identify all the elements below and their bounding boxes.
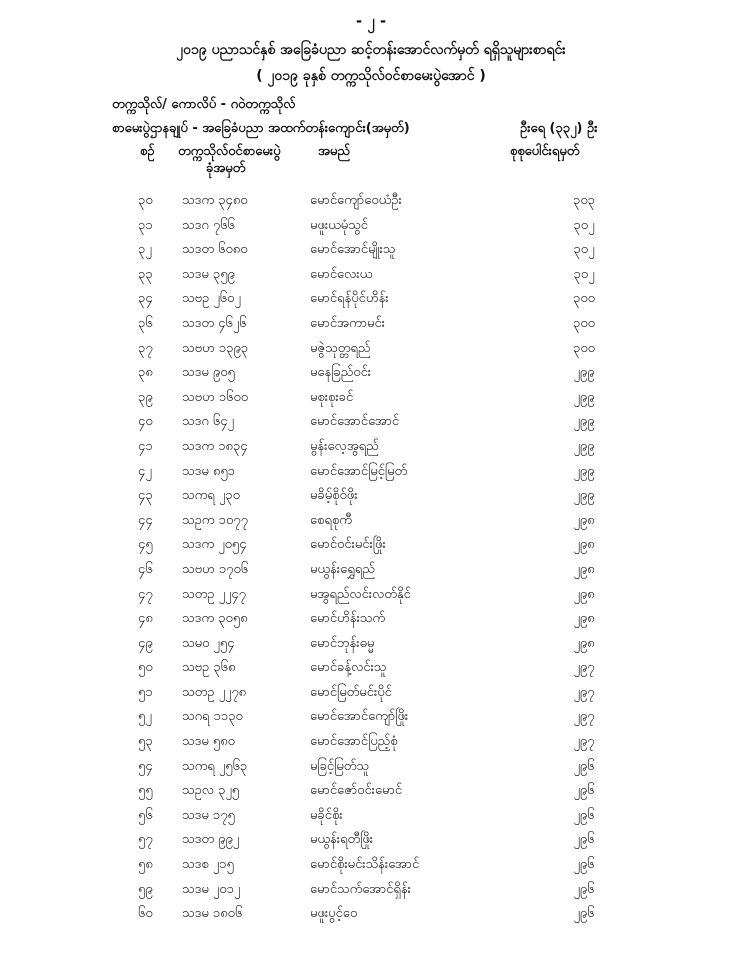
total-marks: ၂၉၆ — [573, 807, 595, 823]
total-marks: ၂၉၉ — [573, 463, 595, 479]
document-subtitle: ( ၂၀၁၉ ခုနှစ် တက္ကသိုလ်ဝင်စာမေးပွဲအောင် ) — [256, 68, 486, 84]
total-marks: ၂၉၈ — [573, 611, 595, 627]
table-row — [0, 754, 742, 779]
total-marks: ၂၉၈ — [573, 537, 595, 553]
roll-number: သဒမ ၅၈၀ — [182, 734, 235, 750]
total-marks: ၂၉၉ — [573, 414, 595, 430]
exam-center-line: စာမေးပွဲဌာနချုပ် - အခြေခံပညာ အထက်တန်းကျောင်း(အမှတ်) — [112, 121, 410, 136]
total-marks: ၂၉၇ — [573, 660, 595, 676]
total-marks: ၂၉၆ — [573, 906, 595, 922]
row-number: ၄၄ — [138, 512, 153, 528]
student-name: မယွန်းရွှေရည် — [310, 561, 375, 577]
table-row — [0, 582, 742, 607]
roll-number: သဒတ ၄၆၂၆ — [182, 315, 247, 331]
student-name: မောင်ဟိန်းသက် — [310, 611, 386, 627]
table-row — [0, 336, 742, 361]
row-number: ၃၂ — [138, 242, 152, 258]
row-number: ၄၈ — [138, 611, 153, 627]
table-row — [0, 508, 742, 533]
roll-number: သကရ ၂၃၀ — [182, 488, 240, 504]
row-number: ၄၁ — [138, 438, 153, 454]
row-number: ၅၇ — [138, 832, 153, 848]
roll-number: သဥလ ၃၂၅ — [182, 783, 240, 799]
student-name: မခိမ့်စိုဝ်ဖိုး — [310, 488, 358, 504]
row-number: ၃၉ — [138, 389, 153, 405]
roll-number: သဒမ ၁၇၅ — [182, 807, 235, 823]
total-marks: ၂၉၉ — [573, 365, 595, 381]
row-number: ၅၃ — [138, 734, 153, 750]
results-list — [0, 188, 742, 926]
roll-number: သဒဂ ၆၄၂ — [182, 414, 234, 430]
total-marks: ၃၀၂ — [573, 242, 595, 258]
row-number: ၅၉ — [138, 881, 153, 897]
row-number: ၃၆ — [138, 315, 153, 331]
student-name: မောင်ခန့်လင်းသူ — [310, 660, 387, 676]
student-name: မောင်ဘုန်းဓမ္မ — [310, 635, 375, 651]
roll-number: သတဥ ၂၂၄၇ — [182, 586, 246, 602]
student-name: မောင်သက်အောင်ရှိန်း — [310, 881, 411, 897]
table-row — [0, 237, 742, 262]
student-name: မောင်ဝင်းမင်းဖြိုး — [310, 537, 386, 553]
row-number: ၄၂ — [138, 463, 152, 479]
total-marks: ၂၉၉ — [573, 488, 595, 504]
table-row — [0, 286, 742, 311]
table-row — [0, 434, 742, 459]
row-number: ၅၄ — [138, 758, 153, 774]
total-marks: ၃၀၀ — [573, 340, 595, 356]
roll-number: သဒဂ ၇၆၆ — [182, 217, 235, 233]
student-name: မယွန်းရတီဖြိုး — [310, 832, 374, 848]
roll-number: သဒတ ၉၉၂ — [182, 832, 240, 848]
table-row — [0, 680, 742, 705]
row-number: ၅၁ — [138, 684, 153, 700]
roll-number: သဒစ ၂၁၅ — [182, 857, 234, 873]
table-row — [0, 557, 742, 582]
table-row — [0, 188, 742, 213]
table-row — [0, 360, 742, 385]
total-marks: ၃၀၂ — [573, 217, 595, 233]
roll-number: သဒမ ၃၅၉ — [182, 266, 235, 282]
student-name: မောင်စိုးမင်းသိန်းအောင် — [310, 857, 420, 873]
document-title: ၂၀၁၉ ပညာသင်နှစ် အခြေခံပညာ ဆင့်တန်းအောင်လက်မှတ် ရရှိသူများစာရင်း — [176, 42, 566, 58]
table-row — [0, 262, 742, 287]
university-line: တက္ကသိုလ်/ ကောလိပ် - ဂဝဲတက္ကသိုလ် — [112, 97, 296, 112]
row-number: ၄၆ — [138, 561, 153, 577]
total-marks: ၂၉၈ — [573, 635, 595, 651]
row-number: ၄၃ — [138, 488, 153, 504]
table-row — [0, 704, 742, 729]
table-row — [0, 311, 742, 336]
table-row — [0, 778, 742, 803]
table-row — [0, 877, 742, 902]
row-number: ၄၇ — [138, 586, 153, 602]
table-row — [0, 852, 742, 877]
total-marks: ၃၀၀ — [573, 291, 595, 307]
roll-number: သဒတ ၆၀၈၀ — [182, 242, 248, 258]
total-marks: ၂၉၆ — [573, 832, 595, 848]
student-name: မအွရည်လင်းလတ်နိုင် — [310, 586, 411, 602]
roll-number: သကရ ၂၅၆၃ — [182, 758, 248, 774]
row-number: ၄၉ — [138, 635, 153, 651]
table-row — [0, 606, 742, 631]
total-marks: ၂၉၈ — [573, 561, 595, 577]
student-name: မောင်ဇော်ဝင်းမောင် — [310, 783, 403, 799]
roll-number: သဗဟ ၁၆၀၀ — [182, 389, 249, 405]
roll-number: သဒက ၃၀၅၈ — [182, 611, 248, 627]
row-number: ၅၂ — [138, 709, 152, 725]
table-row — [0, 803, 742, 828]
row-number: ၅၀ — [138, 660, 153, 676]
student-name: မဖူးယမုံသွင် — [310, 217, 368, 233]
row-number: ၄၀ — [138, 414, 153, 430]
marks-header-top: ဦးရေ (၃၃၂) ဦး — [520, 121, 598, 136]
total-marks: ၂၉၇ — [573, 709, 595, 725]
student-name: မောင်အောင်ကျော်ဖြိုး — [310, 709, 409, 725]
table-row — [0, 655, 742, 680]
row-number: ၅၈ — [138, 857, 153, 873]
row-number: ၃၄ — [138, 291, 153, 307]
row-number: ၆၀ — [138, 906, 153, 922]
row-number: ၃၃ — [138, 266, 153, 282]
row-number: ၅၆ — [138, 807, 153, 823]
total-marks: ၂၉၆ — [573, 881, 595, 897]
header-no: စဉ် — [140, 144, 155, 159]
table-row — [0, 385, 742, 410]
roll-number: သဗဥ ၃၆၈ — [182, 660, 236, 676]
student-name: မောင်ကျော်ဝေယံဦး — [310, 193, 402, 208]
header-marks: စုစုပေါင်းရမှတ် — [510, 144, 580, 159]
roll-number: သဒမ ၉၀၅ — [182, 365, 235, 381]
student-name: မောင်ရန်ပိုင်ဟိန်း — [310, 291, 389, 307]
student-name: မနေခြည်ဝင်း — [310, 365, 372, 381]
row-number: ၅၅ — [138, 783, 153, 799]
total-marks: ၂၉၇ — [573, 734, 595, 750]
total-marks: ၃၀၂ — [573, 266, 595, 282]
roll-number: သဗဥ ၂၆၀၂ — [182, 291, 241, 307]
roll-number: သဒမ ၂၀၁၂ — [182, 881, 241, 897]
row-number: ၄၅ — [138, 537, 153, 553]
table-row — [0, 729, 742, 754]
student-name: မောင်လေးယ — [310, 266, 373, 282]
table-row — [0, 827, 742, 852]
table-row — [0, 409, 742, 434]
table-row — [0, 213, 742, 238]
total-marks: ၃၀၀ — [573, 315, 595, 331]
total-marks: ၂၉၆ — [573, 857, 595, 873]
total-marks: ၂၉၈ — [573, 586, 595, 602]
student-name: မဇွဲသုတ္တရည် — [310, 340, 371, 356]
student-name: မောင်အောင်မြင့်မြတ် — [310, 463, 408, 479]
header-roll: တက္ကသိုလ်ဝင်စာမေးပွဲ — [178, 144, 281, 159]
row-number: ၃၈ — [138, 365, 153, 381]
roll-number: သဗဟ ၁၇၀၆ — [182, 561, 249, 577]
student-name: စေရစုကီ — [310, 512, 352, 528]
student-name: မခိုင်စိုး — [310, 807, 343, 823]
student-name: မောင်အောင်ပြည့်စုံ — [310, 734, 398, 750]
student-name: မခြင့်မြတ်သူ — [310, 758, 369, 774]
total-marks: ၂၉၆ — [573, 758, 595, 774]
total-marks: ၂၉၈ — [573, 512, 595, 528]
row-number: ၃၇ — [138, 340, 153, 356]
table-row — [0, 631, 742, 656]
student-name: မစုးစုးခင် — [310, 389, 354, 405]
roll-number: သဂရ ၁၁၃၀ — [182, 709, 243, 725]
table-row — [0, 901, 742, 926]
header-name: အမည် — [318, 144, 350, 159]
page-number: - ၂ - — [355, 12, 387, 30]
student-name: မွန်းလေ့အွရည် — [310, 438, 379, 454]
total-marks: ၂၉၉ — [573, 438, 595, 454]
student-name: မောင်အကာမင်း — [310, 315, 385, 331]
header-roll-line2: ခုံအမှတ် — [206, 161, 246, 176]
student-name: မောင်အောင်အောင် — [310, 414, 400, 430]
roll-number: သဥက ၁၀၇၇ — [182, 512, 248, 528]
total-marks: ၂၉၇ — [573, 684, 595, 700]
roll-number: သဒက ၁၈၃၄ — [182, 438, 248, 454]
roll-number: သဒက ၃၄၈၀ — [182, 193, 248, 208]
student-name: မောင်အောင်မျိုးသူ — [310, 242, 396, 258]
roll-number: သမဝ ၂၅၄ — [182, 635, 235, 651]
roll-number: သဒက ၂၀၅၄ — [182, 537, 247, 553]
total-marks: ၂၉၉ — [573, 389, 595, 405]
roll-number: သဒမ ၁၈၀၆ — [182, 906, 243, 922]
row-number: ၃၀ — [138, 193, 153, 208]
table-row — [0, 532, 742, 557]
total-marks: ၃၀၃ — [573, 193, 595, 208]
roll-number: သဗဟ ၁၃၉၃ — [182, 340, 249, 356]
student-name: မောင်မြတ်မင်းပိုင် — [310, 684, 392, 700]
table-row — [0, 483, 742, 508]
roll-number: သဒမ ၈၅၁ — [182, 463, 235, 479]
table-row — [0, 459, 742, 484]
row-number: ၃၁ — [138, 217, 153, 233]
roll-number: သတဥ ၂၂၇၈ — [182, 684, 247, 700]
total-marks: ၂၉၆ — [573, 783, 595, 799]
student-name: မဖူးပွင့်ဝေ — [310, 906, 358, 922]
